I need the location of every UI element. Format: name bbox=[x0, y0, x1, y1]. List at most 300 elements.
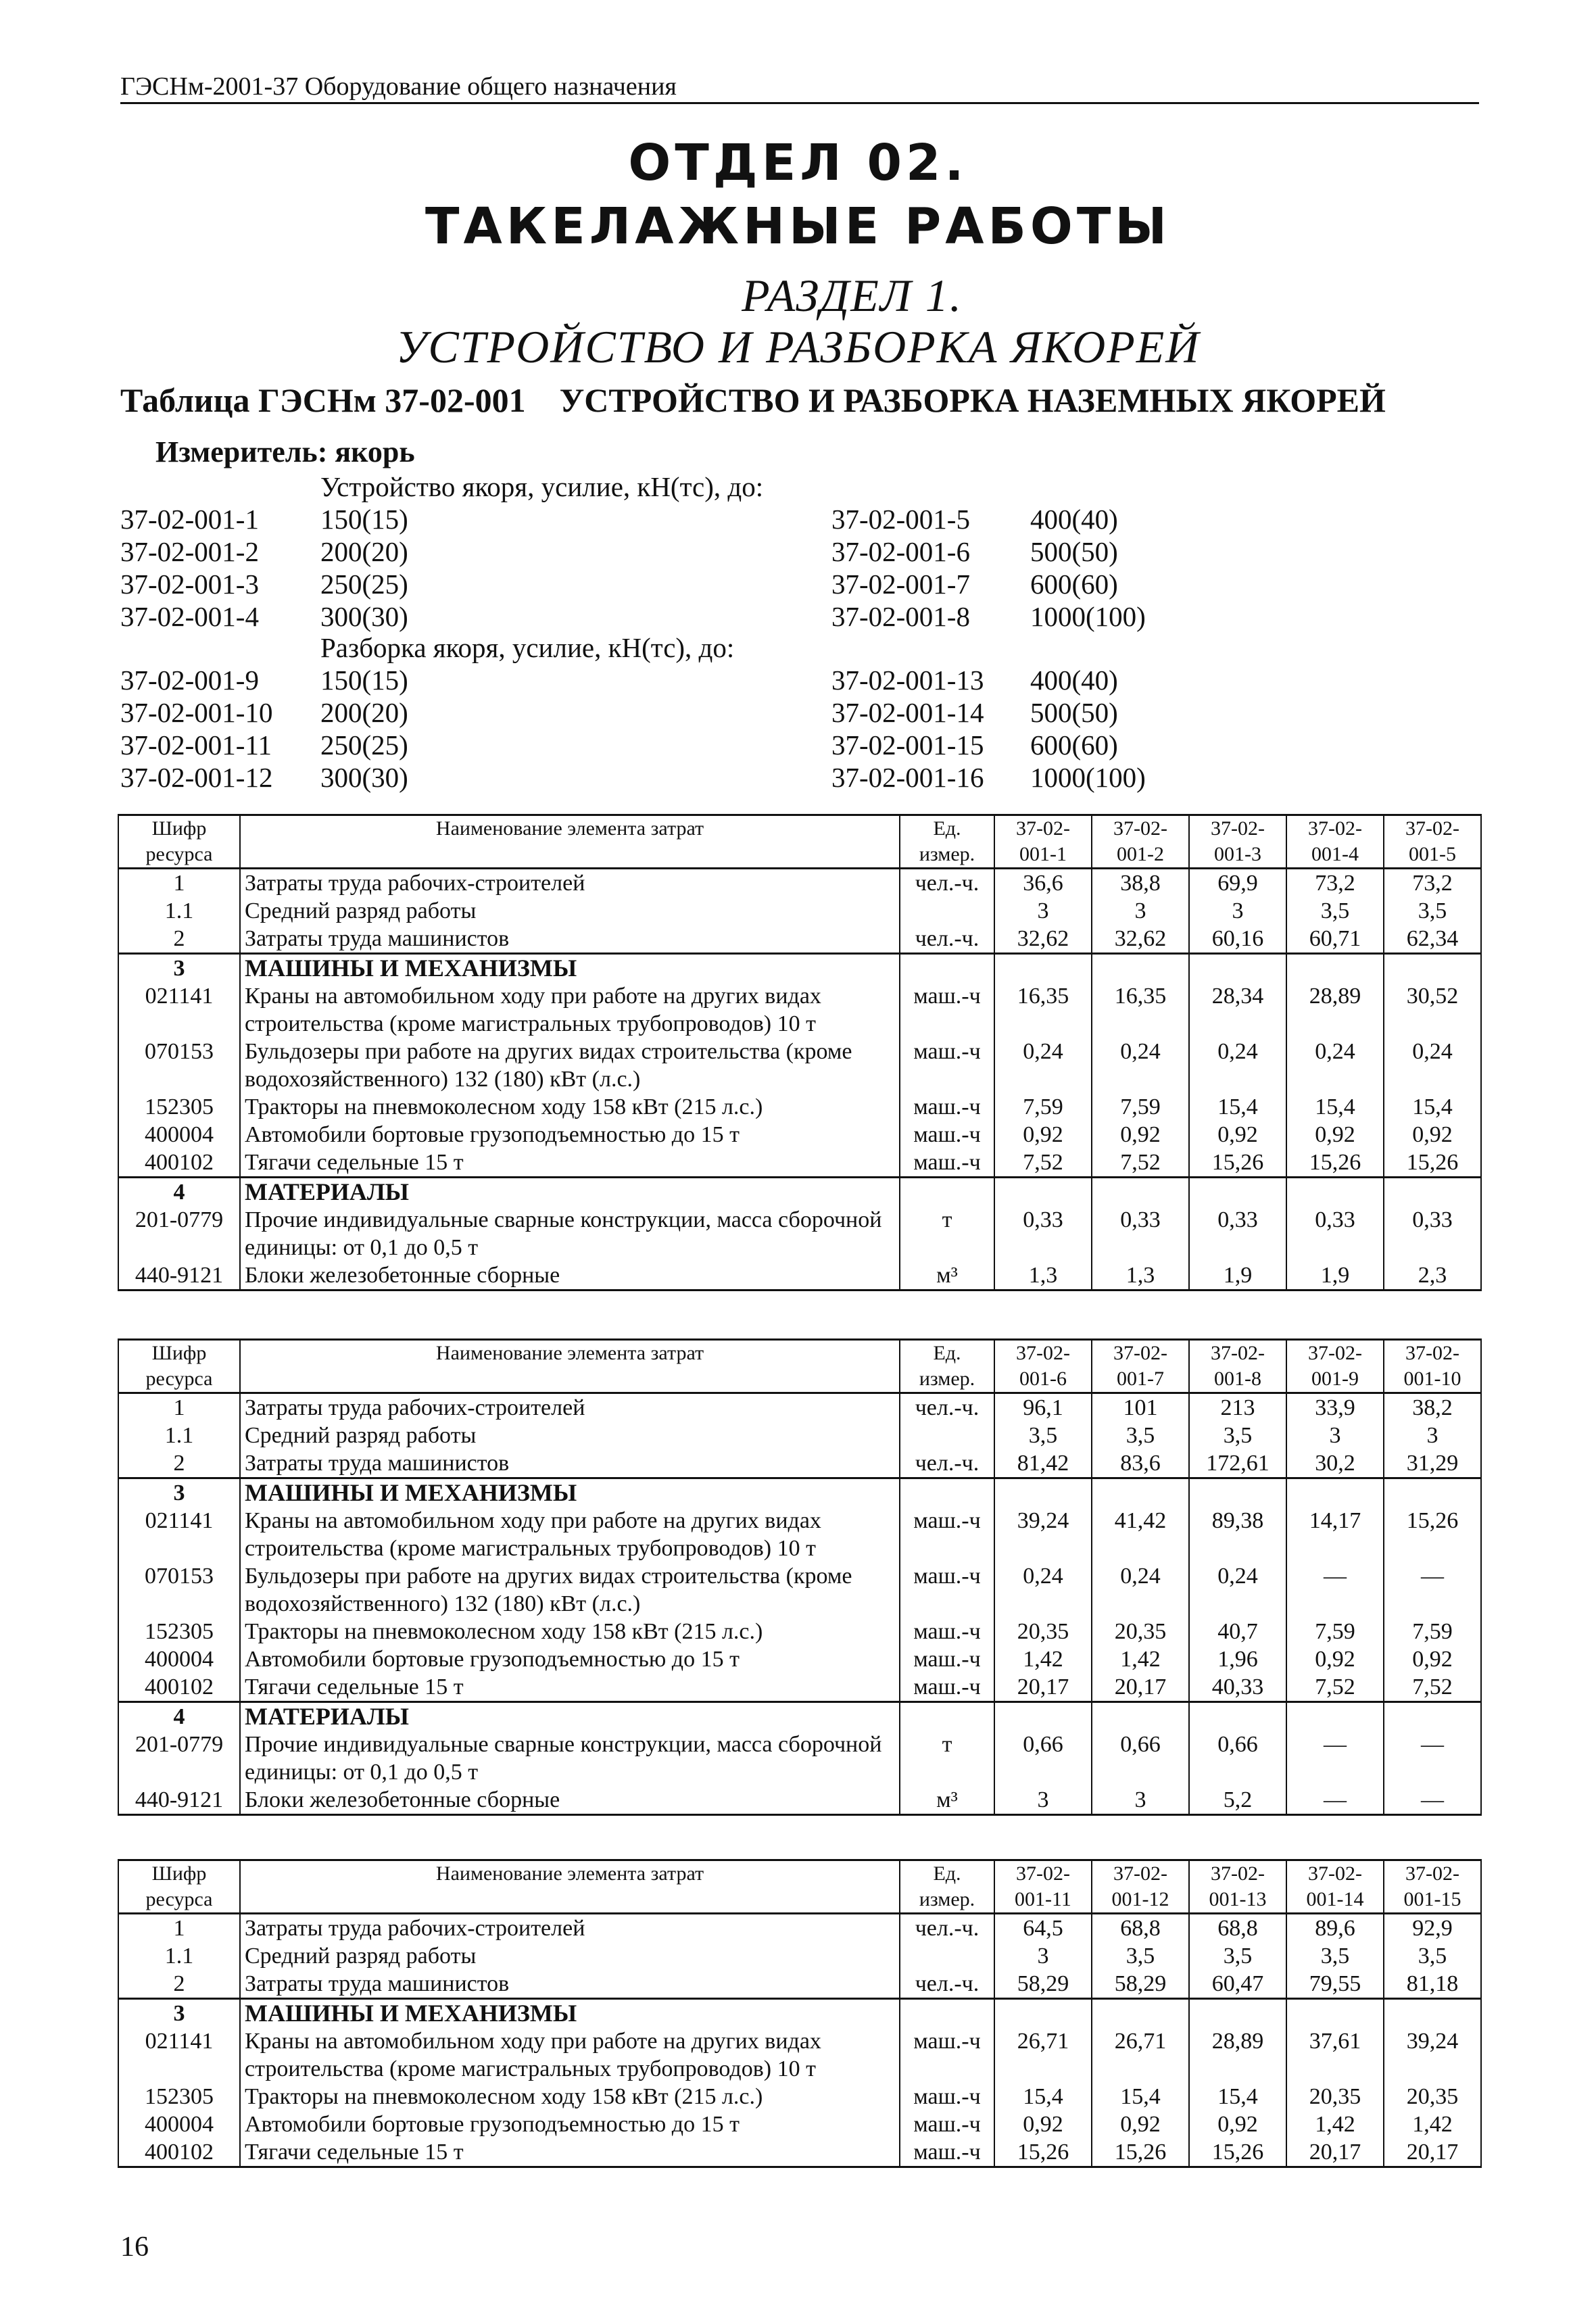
table-row bbox=[118, 1206, 1481, 1261]
resource-code: 2 bbox=[118, 1449, 240, 1478]
cost-element-name: Тракторы на пневмоколесном ходу 158 кВт (215 л.с.) bbox=[240, 1618, 900, 1645]
norm-value: 20,17 bbox=[1384, 2138, 1481, 2167]
norm-value: 5,2 bbox=[1189, 1786, 1286, 1815]
norm-value: 31,29 bbox=[1384, 1449, 1481, 1478]
norm-value: 1,9 bbox=[1189, 1261, 1286, 1290]
table-row bbox=[118, 1914, 1481, 1943]
norm-value: 3 bbox=[994, 897, 1092, 925]
norm-value: 0,24 bbox=[1384, 1038, 1481, 1093]
table-row bbox=[118, 2138, 1481, 2167]
header-column-code: 37-02-001-14 bbox=[1286, 1860, 1384, 1914]
header-column-code: 37-02-001-12 bbox=[1092, 1860, 1189, 1914]
norm-value: 15,26 bbox=[1286, 1149, 1384, 1178]
norm-value: 32,62 bbox=[994, 925, 1092, 954]
resource-code: 1 bbox=[118, 1914, 240, 1943]
cost-element-name: Краны на автомобильном ходу при работе на других видах строительства (кроме магистральных трубопроводов) 10 т bbox=[240, 2027, 900, 2083]
norm-value bbox=[1092, 1178, 1189, 1207]
install-item-code2: 37-02-001-8 bbox=[831, 601, 970, 632]
norm-value bbox=[1384, 1478, 1481, 1507]
norm-value bbox=[1384, 954, 1481, 983]
norm-value: 68,8 bbox=[1092, 1914, 1189, 1943]
unit: чел.-ч. bbox=[900, 1393, 994, 1422]
norm-value bbox=[1286, 1478, 1384, 1507]
table-header-row bbox=[118, 1340, 1481, 1393]
cost-element-name: Блоки железобетонные сборные bbox=[240, 1786, 900, 1815]
norm-value: 3,5 bbox=[1286, 897, 1384, 925]
norm-value: 68,8 bbox=[1189, 1914, 1286, 1943]
norm-value: 1,3 bbox=[994, 1261, 1092, 1290]
norm-value: 15,26 bbox=[1189, 1149, 1286, 1178]
cost-element-name: Средний разряд работы bbox=[240, 1942, 900, 1970]
cost-element-name: Затраты труда машинистов bbox=[240, 1970, 900, 1999]
norm-value: 15,4 bbox=[1189, 2083, 1286, 2110]
resource-code: 1 bbox=[118, 869, 240, 898]
norm-value: 83,6 bbox=[1092, 1449, 1189, 1478]
install-item-code: 37-02-001-1 bbox=[120, 504, 259, 535]
install-item-value: 250(25) bbox=[320, 569, 408, 600]
page-number: 16 bbox=[120, 2231, 149, 2263]
header-column-code: 37-02-001-4 bbox=[1286, 815, 1384, 869]
resource-code: 201-0779 bbox=[118, 1731, 240, 1786]
header-column-code: 37-02-001-2 bbox=[1092, 815, 1189, 869]
meter-label: Измеритель: якорь bbox=[155, 435, 415, 468]
norm-value bbox=[1286, 1702, 1384, 1731]
install-item-code: 37-02-001-3 bbox=[120, 569, 259, 600]
install-item-value2: 500(50) bbox=[1030, 536, 1118, 567]
dismantle-item-code2: 37-02-001-16 bbox=[831, 762, 984, 793]
header-unit: Ед. измер. bbox=[900, 815, 994, 869]
norm-value: 3,5 bbox=[1189, 1942, 1286, 1970]
table-row bbox=[118, 1422, 1481, 1449]
table-row bbox=[118, 1038, 1481, 1093]
cost-element-name: Тракторы на пневмоколесном ходу 158 кВт (215 л.с.) bbox=[240, 2083, 900, 2110]
running-head: ГЭСНм-2001-37 Оборудование общего назначения bbox=[120, 71, 1479, 104]
norm-value: 20,35 bbox=[1384, 2083, 1481, 2110]
header-column-code: 37-02-001-1 bbox=[994, 815, 1092, 869]
table-row bbox=[118, 1478, 1481, 1507]
table-row bbox=[118, 1618, 1481, 1645]
resource-code: 021141 bbox=[118, 2027, 240, 2083]
dismantle-item-code2: 37-02-001-13 bbox=[831, 665, 984, 696]
norm-value: 16,35 bbox=[994, 982, 1092, 1038]
table-row bbox=[118, 1562, 1481, 1618]
norm-value: 0,66 bbox=[1189, 1731, 1286, 1786]
cost-element-name: Затраты труда машинистов bbox=[240, 1449, 900, 1478]
table-row bbox=[118, 954, 1481, 983]
norm-value: 36,6 bbox=[994, 869, 1092, 898]
resource-code: 4 bbox=[118, 1178, 240, 1207]
norm-value: 62,34 bbox=[1384, 925, 1481, 954]
norm-value: 0,24 bbox=[1189, 1562, 1286, 1618]
table-row bbox=[118, 897, 1481, 925]
chapter-subtitle: ТАКЕЛАЖНЫЕ РАБОТЫ bbox=[425, 197, 1171, 256]
norm-value: 16,35 bbox=[1092, 982, 1189, 1038]
norm-value bbox=[1384, 1702, 1481, 1731]
unit: маш.-ч bbox=[900, 1562, 994, 1618]
table-row bbox=[118, 925, 1481, 954]
table-row bbox=[118, 869, 1481, 898]
install-item-value: 200(20) bbox=[320, 536, 408, 567]
norm-value: 89,6 bbox=[1286, 1914, 1384, 1943]
unit: маш.-ч bbox=[900, 1038, 994, 1093]
section-title: РАЗДЕЛ 1. bbox=[742, 270, 963, 321]
norm-value: 3,5 bbox=[1092, 1422, 1189, 1449]
dismantle-heading: Разборка якоря, усилие, кН(тс), до: bbox=[320, 632, 735, 663]
norm-value: 7,52 bbox=[1092, 1149, 1189, 1178]
norm-value: 28,89 bbox=[1189, 2027, 1286, 2083]
unit: чел.-ч. bbox=[900, 869, 994, 898]
table-row bbox=[118, 1673, 1481, 1702]
norm-value bbox=[1384, 1999, 1481, 2028]
norm-value bbox=[1189, 1702, 1286, 1731]
norm-value: 60,71 bbox=[1286, 925, 1384, 954]
norm-value: 20,35 bbox=[994, 1618, 1092, 1645]
norm-value: 7,52 bbox=[1286, 1673, 1384, 1702]
norm-value: 0,24 bbox=[1189, 1038, 1286, 1093]
norm-value: 0,92 bbox=[994, 2110, 1092, 2138]
chapter-title: ОТДЕЛ 02. bbox=[628, 134, 968, 192]
table-row bbox=[118, 1731, 1481, 1786]
norm-value: 69,9 bbox=[1189, 869, 1286, 898]
cost-table-3 bbox=[118, 1859, 1482, 2168]
norm-value bbox=[1189, 1178, 1286, 1207]
cost-element-name: Краны на автомобильном ходу при работе на других видах строительства (кроме магистральных трубопроводов) 10 т bbox=[240, 982, 900, 1038]
dismantle-item-value2: 500(50) bbox=[1030, 697, 1118, 728]
section-subtitle: УСТРОЙСТВО И РАЗБОРКА ЯКОРЕЙ bbox=[395, 321, 1201, 372]
header-column-code: 37-02-001-9 bbox=[1286, 1340, 1384, 1393]
header-column-code: 37-02-001-7 bbox=[1092, 1340, 1189, 1393]
norm-value bbox=[994, 1478, 1092, 1507]
norm-value: 7,52 bbox=[1384, 1673, 1481, 1702]
resource-code: 400102 bbox=[118, 1149, 240, 1178]
cost-element-name: Краны на автомобильном ходу при работе на других видах строительства (кроме магистральных трубопроводов) 10 т bbox=[240, 1507, 900, 1562]
norm-value: 79,55 bbox=[1286, 1970, 1384, 1999]
norm-value bbox=[1189, 954, 1286, 983]
cost-element-name: Бульдозеры при работе на других видах строительства (кроме водохозяйственного) 132 (180) кВт (л.с.) bbox=[240, 1562, 900, 1618]
header-column-code: 37-02-001-10 bbox=[1384, 1340, 1481, 1393]
dismantle-item-code2: 37-02-001-14 bbox=[831, 697, 984, 728]
norm-value: — bbox=[1286, 1731, 1384, 1786]
norm-value: 213 bbox=[1189, 1393, 1286, 1422]
norm-value bbox=[1092, 1702, 1189, 1731]
norm-value: — bbox=[1384, 1731, 1481, 1786]
norm-value: — bbox=[1286, 1562, 1384, 1618]
header-column-code: 37-02-001-15 bbox=[1384, 1860, 1481, 1914]
cost-element-name: Тягачи седельные 15 т bbox=[240, 2138, 900, 2167]
unit bbox=[900, 954, 994, 983]
norm-value: 30,2 bbox=[1286, 1449, 1384, 1478]
norm-value: 58,29 bbox=[1092, 1970, 1189, 1999]
cost-element-name: Автомобили бортовые грузоподъемностью до 15 т bbox=[240, 1121, 900, 1149]
table-row bbox=[118, 1149, 1481, 1178]
norm-value: — bbox=[1384, 1786, 1481, 1815]
resource-code: 3 bbox=[118, 1478, 240, 1507]
unit: маш.-ч bbox=[900, 1507, 994, 1562]
norm-value: 0,92 bbox=[1092, 1121, 1189, 1149]
norm-value: 81,18 bbox=[1384, 1970, 1481, 1999]
table-header-row bbox=[118, 815, 1481, 869]
cost-element-name: Прочие индивидуальные сварные конструкции, масса сборочной единицы: от 0,1 до 0,5 т bbox=[240, 1206, 900, 1261]
norm-value: 40,33 bbox=[1189, 1673, 1286, 1702]
table-header-row bbox=[118, 1860, 1481, 1914]
resource-code: 400004 bbox=[118, 1121, 240, 1149]
install-item-code: 37-02-001-4 bbox=[120, 601, 259, 632]
norm-value: 7,59 bbox=[1092, 1093, 1189, 1121]
table-row bbox=[118, 2027, 1481, 2083]
dismantle-item-code: 37-02-001-11 bbox=[120, 729, 272, 761]
unit: маш.-ч bbox=[900, 1149, 994, 1178]
install-item-value2: 1000(100) bbox=[1030, 601, 1146, 632]
norm-value bbox=[1384, 1178, 1481, 1207]
norm-value bbox=[1286, 1178, 1384, 1207]
dismantle-item-value: 150(15) bbox=[320, 665, 408, 696]
resource-code: 400004 bbox=[118, 1645, 240, 1673]
norm-value: 38,8 bbox=[1092, 869, 1189, 898]
header-column-code: 37-02-001-6 bbox=[994, 1340, 1092, 1393]
norm-value: 0,66 bbox=[1092, 1731, 1189, 1786]
norm-value: 3 bbox=[1189, 897, 1286, 925]
header-code: Шифр ресурса bbox=[118, 1860, 240, 1914]
norm-value: 32,62 bbox=[1092, 925, 1189, 954]
unit: т bbox=[900, 1731, 994, 1786]
resource-code: 3 bbox=[118, 1999, 240, 2028]
norm-value bbox=[1092, 1999, 1189, 2028]
cost-element-name: МАТЕРИАЛЫ bbox=[240, 1702, 900, 1731]
unit: м³ bbox=[900, 1261, 994, 1290]
install-item-code2: 37-02-001-7 bbox=[831, 569, 970, 600]
table-row bbox=[118, 1942, 1481, 1970]
norm-value: 15,4 bbox=[1384, 1093, 1481, 1121]
norm-value: 0,92 bbox=[1189, 1121, 1286, 1149]
install-item-code2: 37-02-001-5 bbox=[831, 504, 970, 535]
dismantle-item-value: 200(20) bbox=[320, 697, 408, 728]
norm-value: 0,24 bbox=[994, 1038, 1092, 1093]
install-heading: Устройство якоря, усилие, кН(тс), до: bbox=[320, 471, 764, 502]
norm-value: 1,42 bbox=[1384, 2110, 1481, 2138]
header-code: Шифр ресурса bbox=[118, 1340, 240, 1393]
norm-value: 3,5 bbox=[1189, 1422, 1286, 1449]
header-code: Шифр ресурса bbox=[118, 815, 240, 869]
unit bbox=[900, 1942, 994, 1970]
unit bbox=[900, 897, 994, 925]
unit bbox=[900, 1999, 994, 2028]
norm-value: 3,5 bbox=[1286, 1942, 1384, 1970]
norm-value: 2,3 bbox=[1384, 1261, 1481, 1290]
unit: чел.-ч. bbox=[900, 1449, 994, 1478]
cost-element-name: Затраты труда рабочих-строителей bbox=[240, 869, 900, 898]
install-item-value: 300(30) bbox=[320, 601, 408, 632]
resource-code: 070153 bbox=[118, 1562, 240, 1618]
norm-value: 7,59 bbox=[1286, 1618, 1384, 1645]
norm-value bbox=[1189, 1999, 1286, 2028]
norm-value bbox=[1092, 954, 1189, 983]
header-name: Наименование элемента затрат bbox=[240, 815, 900, 869]
dismantle-item-value2: 1000(100) bbox=[1030, 762, 1146, 793]
norm-value: 3 bbox=[1286, 1422, 1384, 1449]
dismantle-item-code: 37-02-001-10 bbox=[120, 697, 273, 728]
cost-element-name: МАШИНЫ И МЕХАНИЗМЫ bbox=[240, 1999, 900, 2028]
unit bbox=[900, 1702, 994, 1731]
cost-element-name: МАШИНЫ И МЕХАНИЗМЫ bbox=[240, 954, 900, 983]
cost-element-name: Бульдозеры при работе на других видах строительства (кроме водохозяйственного) 132 (180) кВт (л.с.) bbox=[240, 1038, 900, 1093]
cost-element-name: МАТЕРИАЛЫ bbox=[240, 1178, 900, 1207]
norm-value bbox=[1286, 954, 1384, 983]
norm-value: 7,59 bbox=[994, 1093, 1092, 1121]
norm-value: 58,29 bbox=[994, 1970, 1092, 1999]
table-row bbox=[118, 1393, 1481, 1422]
cost-element-name: Тягачи седельные 15 т bbox=[240, 1673, 900, 1702]
norm-value: 92,9 bbox=[1384, 1914, 1481, 1943]
norm-value bbox=[1092, 1478, 1189, 1507]
norm-value: 0,33 bbox=[1286, 1206, 1384, 1261]
norm-value: 15,26 bbox=[1092, 2138, 1189, 2167]
table-row bbox=[118, 1093, 1481, 1121]
header-column-code: 37-02-001-13 bbox=[1189, 1860, 1286, 1914]
norm-value: 0,33 bbox=[1384, 1206, 1481, 1261]
norm-value: 7,59 bbox=[1384, 1618, 1481, 1645]
install-item-value2: 400(40) bbox=[1030, 504, 1118, 535]
table-row bbox=[118, 2083, 1481, 2110]
norm-value bbox=[1286, 1999, 1384, 2028]
resource-code: 152305 bbox=[118, 1618, 240, 1645]
table-row bbox=[118, 1121, 1481, 1149]
norm-value: 0,33 bbox=[1189, 1206, 1286, 1261]
header-name: Наименование элемента затрат bbox=[240, 1340, 900, 1393]
unit: маш.-ч bbox=[900, 2083, 994, 2110]
table-row bbox=[118, 1449, 1481, 1478]
norm-value: 0,92 bbox=[1384, 1121, 1481, 1149]
cost-table-1 bbox=[118, 814, 1482, 1291]
norm-value: 1,42 bbox=[1092, 1645, 1189, 1673]
norm-value: 0,92 bbox=[994, 1121, 1092, 1149]
dismantle-item-value: 300(30) bbox=[320, 762, 408, 793]
norm-value: 64,5 bbox=[994, 1914, 1092, 1943]
norm-value: 1,42 bbox=[1286, 2110, 1384, 2138]
resource-code: 2 bbox=[118, 925, 240, 954]
header-column-code: 37-02-001-8 bbox=[1189, 1340, 1286, 1393]
norm-value: 20,17 bbox=[1286, 2138, 1384, 2167]
resource-code: 440-9121 bbox=[118, 1261, 240, 1290]
norm-value: 15,26 bbox=[1189, 2138, 1286, 2167]
unit: т bbox=[900, 1206, 994, 1261]
unit: маш.-ч bbox=[900, 2027, 994, 2083]
cost-element-name: Средний разряд работы bbox=[240, 1422, 900, 1449]
norm-value: 0,92 bbox=[1286, 1645, 1384, 1673]
norm-value: 0,66 bbox=[994, 1731, 1092, 1786]
table-row bbox=[118, 1645, 1481, 1673]
norm-value: 15,4 bbox=[1286, 1093, 1384, 1121]
table-row bbox=[118, 1702, 1481, 1731]
table-title: УСТРОЙСТВО И РАЗБОРКА НАЗЕМНЫХ ЯКОРЕЙ bbox=[559, 381, 1386, 419]
header-column-code: 37-02-001-5 bbox=[1384, 815, 1481, 869]
norm-value: 73,2 bbox=[1286, 869, 1384, 898]
norm-value: 38,2 bbox=[1384, 1393, 1481, 1422]
norm-value: 40,7 bbox=[1189, 1618, 1286, 1645]
norm-value: 3 bbox=[1092, 1786, 1189, 1815]
table-row bbox=[118, 1178, 1481, 1207]
norm-value: 0,24 bbox=[1092, 1562, 1189, 1618]
unit: чел.-ч. bbox=[900, 1914, 994, 1943]
resource-code: 021141 bbox=[118, 1507, 240, 1562]
norm-value: 0,92 bbox=[1092, 2110, 1189, 2138]
header-column-code: 37-02-001-3 bbox=[1189, 815, 1286, 869]
table-caption bbox=[120, 381, 1386, 420]
table-row bbox=[118, 982, 1481, 1038]
unit: чел.-ч. bbox=[900, 1970, 994, 1999]
norm-value bbox=[994, 1999, 1092, 2028]
table-row bbox=[118, 1999, 1481, 2028]
norm-value: 26,71 bbox=[1092, 2027, 1189, 2083]
norm-value: 20,35 bbox=[1286, 2083, 1384, 2110]
unit: маш.-ч bbox=[900, 2138, 994, 2167]
norm-value: 15,26 bbox=[994, 2138, 1092, 2167]
unit: маш.-ч bbox=[900, 2110, 994, 2138]
dismantle-item-code: 37-02-001-9 bbox=[120, 665, 259, 696]
norm-value: 1,96 bbox=[1189, 1645, 1286, 1673]
cost-element-name: Затраты труда рабочих-строителей bbox=[240, 1393, 900, 1422]
install-item-value: 150(15) bbox=[320, 504, 408, 535]
dismantle-item-value2: 400(40) bbox=[1030, 665, 1118, 696]
unit: маш.-ч bbox=[900, 1121, 994, 1149]
table-row bbox=[118, 1970, 1481, 1999]
header-column-code: 37-02-001-11 bbox=[994, 1860, 1092, 1914]
resource-code: 1.1 bbox=[118, 1942, 240, 1970]
resource-code: 152305 bbox=[118, 2083, 240, 2110]
norm-value: 30,52 bbox=[1384, 982, 1481, 1038]
resource-code: 152305 bbox=[118, 1093, 240, 1121]
unit bbox=[900, 1478, 994, 1507]
norm-value: 0,24 bbox=[1092, 1038, 1189, 1093]
norm-value: 3 bbox=[1092, 897, 1189, 925]
norm-value: 1,9 bbox=[1286, 1261, 1384, 1290]
norm-value: 3,5 bbox=[1092, 1942, 1189, 1970]
table-label: Таблица ГЭСНм 37-02-001 bbox=[120, 381, 526, 419]
resource-code: 201-0779 bbox=[118, 1206, 240, 1261]
norm-value: 172,61 bbox=[1189, 1449, 1286, 1478]
dismantle-item-value: 250(25) bbox=[320, 729, 408, 761]
norm-value: 0,24 bbox=[994, 1562, 1092, 1618]
cost-element-name: Затраты труда рабочих-строителей bbox=[240, 1914, 900, 1943]
dismantle-item-code: 37-02-001-12 bbox=[120, 762, 273, 793]
norm-value: — bbox=[1384, 1562, 1481, 1618]
cost-element-name: Автомобили бортовые грузоподъемностью до 15 т bbox=[240, 1645, 900, 1673]
norm-value: 0,24 bbox=[1286, 1038, 1384, 1093]
resource-code: 070153 bbox=[118, 1038, 240, 1093]
norm-value: 0,33 bbox=[994, 1206, 1092, 1261]
norm-value: 15,4 bbox=[994, 2083, 1092, 2110]
cost-element-name: Затраты труда машинистов bbox=[240, 925, 900, 954]
norm-value: 15,26 bbox=[1384, 1149, 1481, 1178]
unit bbox=[900, 1178, 994, 1207]
norm-value: 28,89 bbox=[1286, 982, 1384, 1038]
norm-value: 0,92 bbox=[1286, 1121, 1384, 1149]
norm-value: 28,34 bbox=[1189, 982, 1286, 1038]
cost-element-name: Прочие индивидуальные сварные конструкции, масса сборочной единицы: от 0,1 до 0,5 т bbox=[240, 1731, 900, 1786]
resource-code: 3 bbox=[118, 954, 240, 983]
cost-table-2 bbox=[118, 1338, 1482, 1816]
norm-value: 89,38 bbox=[1189, 1507, 1286, 1562]
resource-code: 1.1 bbox=[118, 1422, 240, 1449]
header-unit: Ед. измер. bbox=[900, 1340, 994, 1393]
unit: маш.-ч bbox=[900, 1093, 994, 1121]
norm-value: 3 bbox=[994, 1942, 1092, 1970]
resource-code: 440-9121 bbox=[118, 1786, 240, 1815]
norm-value: 0,92 bbox=[1384, 1645, 1481, 1673]
norm-value: 20,35 bbox=[1092, 1618, 1189, 1645]
norm-value: 3 bbox=[1384, 1422, 1481, 1449]
resource-code: 400004 bbox=[118, 2110, 240, 2138]
cost-element-name: Тягачи седельные 15 т bbox=[240, 1149, 900, 1178]
